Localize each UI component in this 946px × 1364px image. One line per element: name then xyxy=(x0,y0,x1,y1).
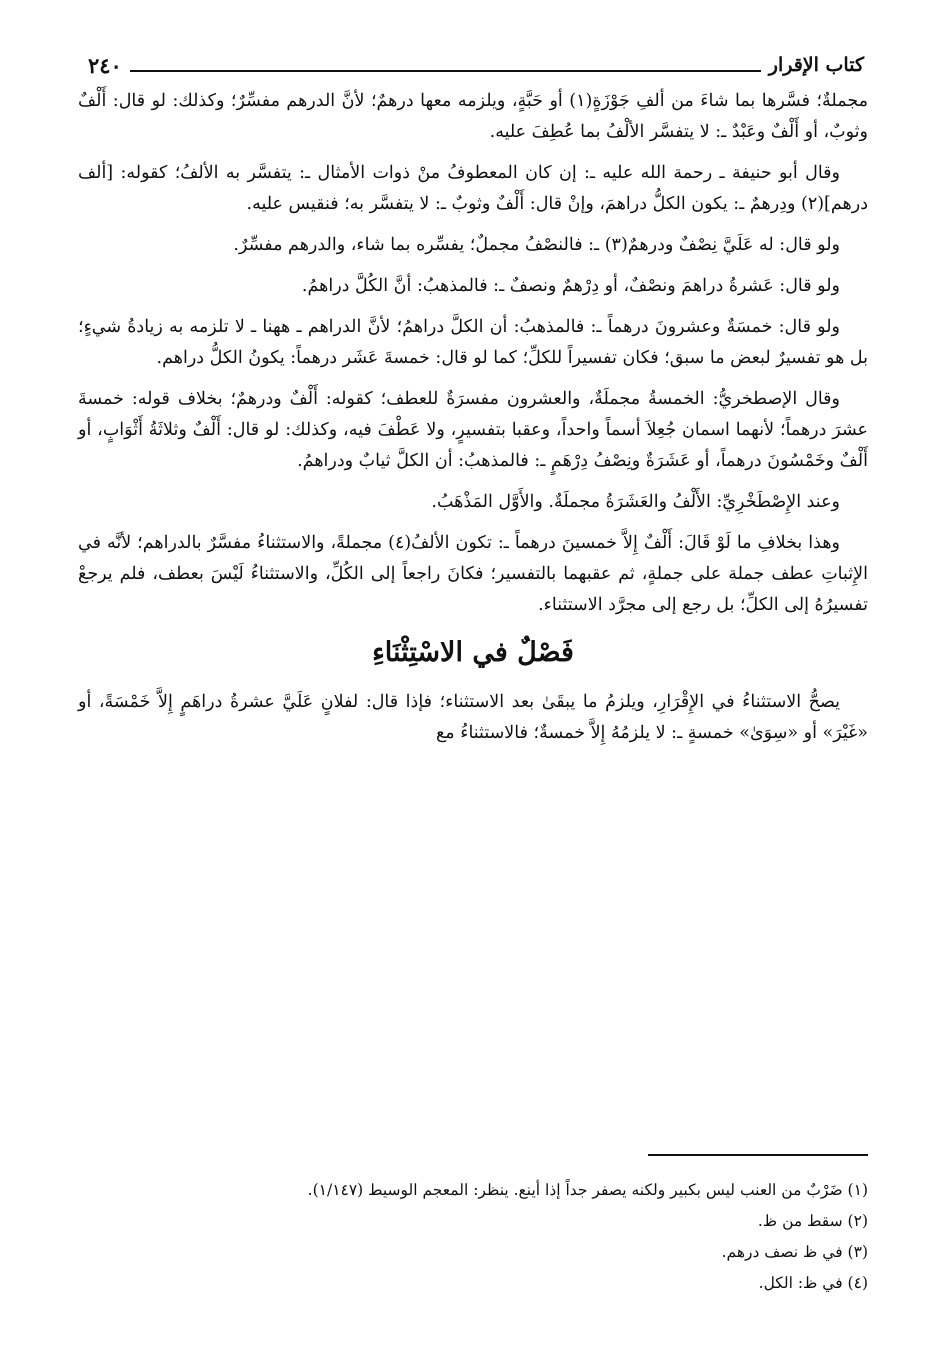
page xyxy=(78,48,868,759)
body-text xyxy=(78,86,868,749)
page-number: ٢٤٠ xyxy=(88,52,122,78)
paragraph: وعند الإِصْطَخْرِيِّ: الأَلْفُ والعَشَرَةُ مجملَةٌ. والأَوَّل المَذْهَبُ. xyxy=(431,492,840,512)
footnote: (١) ضَرْبٌ من العنب ليس بكبير ولكنه يصفر جداً إذا أينع. ينظر: المعجم الوسيط (١/١٤٧). xyxy=(307,1181,868,1199)
paragraph: مجملةٌ؛ فسَّرها بما شاءَ من ألفِ جَوْزَةٍ(١) أو حَبَّةٍ، ويلزمه معها درهمٌ؛ لأنَّ الدرهم مفسِّرٌ؛ وكذلك: لو قال: أَلْفٌ وثوبٌ، أو أَلْفٌ وعَبْدٌ ـ: لا يتفسَّر الألْفُ بما عُطِفَ عليه. xyxy=(78,91,869,142)
running-header xyxy=(78,48,868,82)
paragraph: وهذا بخلافِ ما لَوْ قَالَ: أَلْفٌ إِلاَّ خمسينَ درهماً ـ: تكون الألفُ(٤) مجملةً، والاستثناءُ مفسَّرٌ بالدراهم؛ لأنَّه في الإِثباتِ عطف جملة على جملةٍ، ثم عقبهما بالتفسير؛ فكانَ راجعاً إلى الكُلِّ، والاستثناءُ لَيْسَ بعطف، فلم يرجعْ تفسيرُهُ إلى الكلِّ؛ بل رجع إلى مجرَّد الاستثناء. xyxy=(78,533,868,615)
section-heading: فَصْلٌ في الاسْتِثْنَاءِ xyxy=(372,637,574,668)
paragraph: وقال الإصطخريُّ: الخمسةُ مجملَةٌ، والعشرون مفسرَةٌ للعطف؛ كقوله: أَلْفٌ ودرهمٌ؛ بخلاف قوله: خمسةَ عشرَ درهماً؛ لأنهما اسمان جُعِلاَ أسماً واحداً، وعقبا بتفسيرٍ، ولا عَطْفَ فيه، وكذلك: لو قال: أَلْفٌ وثلاثَةُ أَثْوَابٍ، أو أَلْفٌ وخَمْسُونَ درهماً، أو عَشَرَةٌ ونِصْفُ دِرْهَمٍ ـ: فالمذهبُ: أن الكلَّ ثيابٌ ودراهمُ. xyxy=(78,389,868,471)
footnotes xyxy=(78,1176,868,1300)
header-rule xyxy=(130,70,761,72)
footnote: (٣) في ظ نصف درهم. xyxy=(721,1243,868,1261)
paragraph: ولو قال: له عَلَيَّ نِصْفٌ ودرهمٌ(٣) ـ: فالنصْفُ مجملٌ؛ يفسِّره بما شاء، والدرهم مفسِّرٌ. xyxy=(233,235,840,255)
book-title: كتاب الإقرار xyxy=(768,54,864,76)
footnote: (٤) في ظ: الكل. xyxy=(758,1274,868,1292)
footnote: (٢) سقط من ظ. xyxy=(757,1212,868,1230)
section-paragraph: يصحُّ الاستثناءُ في الإِقْرَارِ، ويلزمُ ما يبقَىٰ بعد الاستثناء؛ فإذا قال: لفلانٍ عَلَيَّ عشرةُ دراهَمٍ إِلاَّ خَمْسَةً، أو «غَيْرَ» أو «سِوَىٰ» خمسةٍ ـ: لا يلزمُهُ إِلاَّ خمسةٌ؛ فالاستثناءُ مع xyxy=(78,692,868,743)
footnote-divider xyxy=(648,1154,868,1156)
paragraph: وقال أبو حنيفة ـ رحمة الله عليه ـ: إن كان المعطوفُ منْ ذوات الأمثال ـ: يتفسَّر به الألفُ؛ كقوله: [ألف درهم](٢) ودِرهمٌ ـ: يكون الكلُّ دراهمَ، وإنْ قال: أَلْفٌ وثوبٌ ـ: لا يتفسَّر به؛ فنقيس عليه. xyxy=(78,163,868,214)
paragraph: ولو قال: خمسَةٌ وعشرونَ درهماً ـ: فالمذهبُ: أن الكلَّ دراهمُ؛ لأنَّ الدراهم ـ ههنا ـ لا تلزمه به زيادةُ شيءٍ؛ بل هو تفسيرٌ لبعض ما سبق؛ فكان تفسيراً للكلِّ؛ كما لو قال: خمسةَ عَشَر درهماً: يكونُ الكلُّ دراهم. xyxy=(78,317,868,368)
paragraph: ولو قال: عَشرةُ دراهمَ ونصْفٌ، أو دِرْهمٌ ونصفٌ ـ: فالمذهبُ: أنَّ الكُلَّ دراهمُ. xyxy=(301,276,840,296)
